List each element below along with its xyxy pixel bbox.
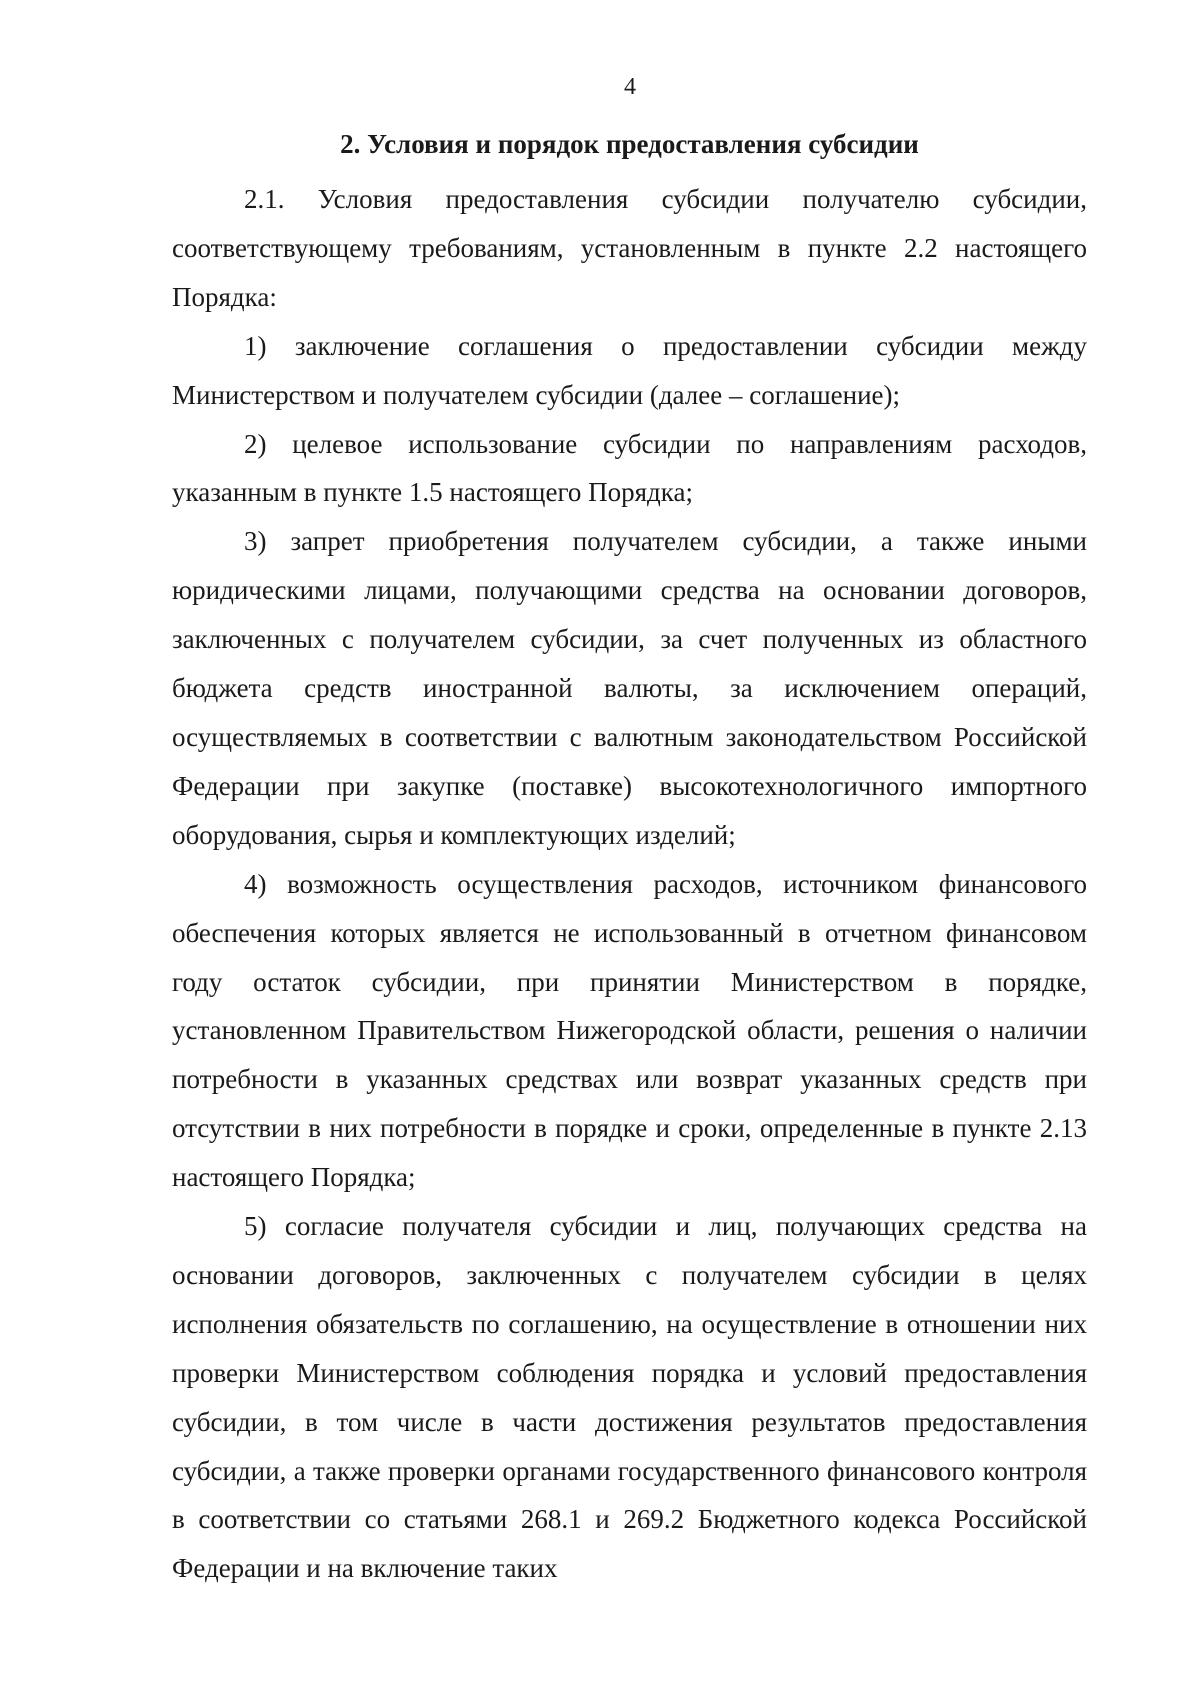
paragraph-item-3: 3) запрет приобретения получателем субсидии, а также иными юридическими лицами, получающими средства на основании договоров, заключенных с получателем субсидии, за счет полученных из областного бюджета средств иностранной валюты, за исключением операций, осуществляемых в соответствии с валютным законодательством Российской Федерации при закупке (поставке) высокотехнологичного импортного оборудования, сырья и комплектующих изделий; [172,526,1087,850]
paragraph-item-5: 5) согласие получателя субсидии и лиц, получающих средства на основании договоров, заключенных с получателем субсидии в целях исполнения обязательств по соглашению, на осуществление в отношении них проверки Министерством соблюдения порядка и условий предоставления субсидии, в том числе в части достижения результатов предоставления субсидии, а также проверки органами государственного финансового контроля в соответствии со статьями 268.1 и 269.2 Бюджетного кодекса Российской Федерации и на включение таких [172,1211,1087,1584]
paragraph-item-4: 4) возможность осуществления расходов, источником финансового обеспечения которых является не использованный в отчетном финансовом году остаток субсидии, при принятии Министерством в порядке, установленном Правительством Нижегородской области, решения о наличии потребности в указанных средствах или возврат указанных средств при отсутствии в них потребности в порядке и сроки, определенные в пункте 2.13 настоящего Порядка; [172,868,1087,1193]
document-body [172,122,1087,1593]
page-number: 4 [624,74,636,100]
paragraph-2-1: 2.1. Условия предоставления субсидии получателю субсидии, соответствующему требованиям, установленным в пункте 2.2 настоящего Порядка: [172,184,1087,312]
section-title: 2. Условия и порядок предоставления субсидии [340,129,919,159]
paragraph-item-1: 1) заключение соглашения о предоставлении субсидии между Министерством и получателем субсидии (далее – соглашение); [172,330,1087,410]
paragraph-item-2: 2) целевое использование субсидии по направлениям расходов, указанным в пункте 1.5 настоящего Порядка; [172,428,1087,508]
